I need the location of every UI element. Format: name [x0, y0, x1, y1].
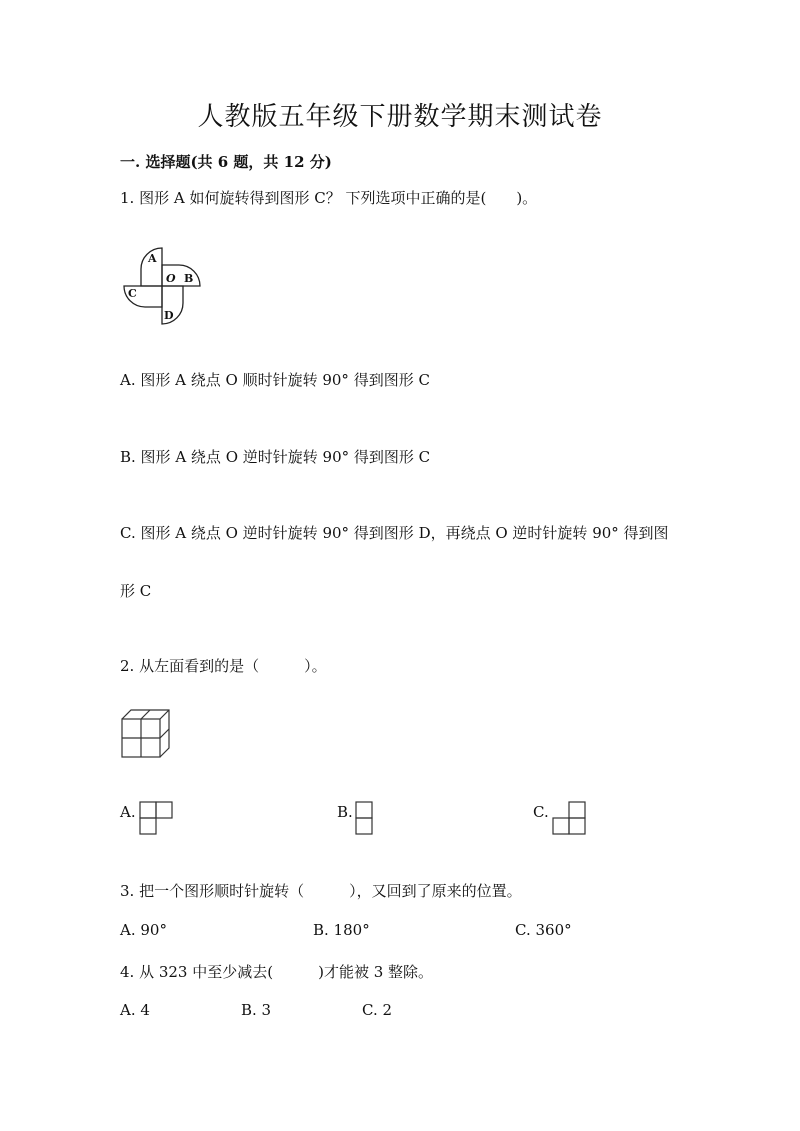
question-2-option-c-figure — [552, 801, 588, 837]
question-2-stem: 2. 从左面看到的是（ ）。 — [120, 657, 327, 675]
question-4-stem: 4. 从 323 中至少减去( )才能被 3 整除。 — [120, 963, 434, 981]
question-2-option-b-figure — [355, 801, 375, 837]
question-1-stem: 1. 图形 A 如何旋转得到图形 C？ 下列选项中正确的是( )。 — [120, 189, 538, 207]
figure-label-b: B — [184, 272, 194, 285]
question-4-option-c: C. 2 — [362, 1001, 393, 1019]
figure-label-o: O — [166, 272, 176, 285]
pinwheel-figure — [118, 242, 210, 326]
question-1-option-a: A. 图形 A 绕点 O 顺时针旋转 90° 得到图形 C — [120, 371, 430, 389]
question-1-option-c-line1: C. 图形 A 绕点 O 逆时针旋转 90° 得到图形 D，再绕点 O 逆时针旋转 90° 得到图 — [120, 524, 669, 542]
question-3-option-a: A. 90° — [120, 921, 167, 939]
page-title: 人教版五年级下册数学期末测试卷 — [197, 102, 603, 132]
cube-stack-figure — [120, 708, 172, 760]
question-2-option-a-figure — [139, 801, 175, 837]
question-3-option-c: C. 360° — [515, 921, 572, 939]
question-1-option-c-line2: 形 C — [120, 582, 152, 600]
question-2-option-a-label: A. — [120, 803, 136, 821]
figure-label-a: A — [148, 252, 157, 265]
figure-label-c: C — [128, 287, 137, 300]
section-heading: 一. 选择题(共 6 题，共 12 分) — [120, 153, 332, 171]
question-2-option-b-label: B. — [337, 803, 353, 821]
figure-label-d: D — [164, 309, 174, 322]
question-4-option-a: A. 4 — [120, 1001, 150, 1019]
question-3-stem: 3. 把一个图形顺时针旋转（ ），又回到了原来的位置。 — [120, 882, 522, 900]
question-4-option-b: B. 3 — [241, 1001, 272, 1019]
question-3-option-b: B. 180° — [313, 921, 370, 939]
question-2-option-c-label: C. — [533, 803, 549, 821]
question-1-option-b: B. 图形 A 绕点 O 逆时针旋转 90° 得到图形 C — [120, 448, 431, 466]
